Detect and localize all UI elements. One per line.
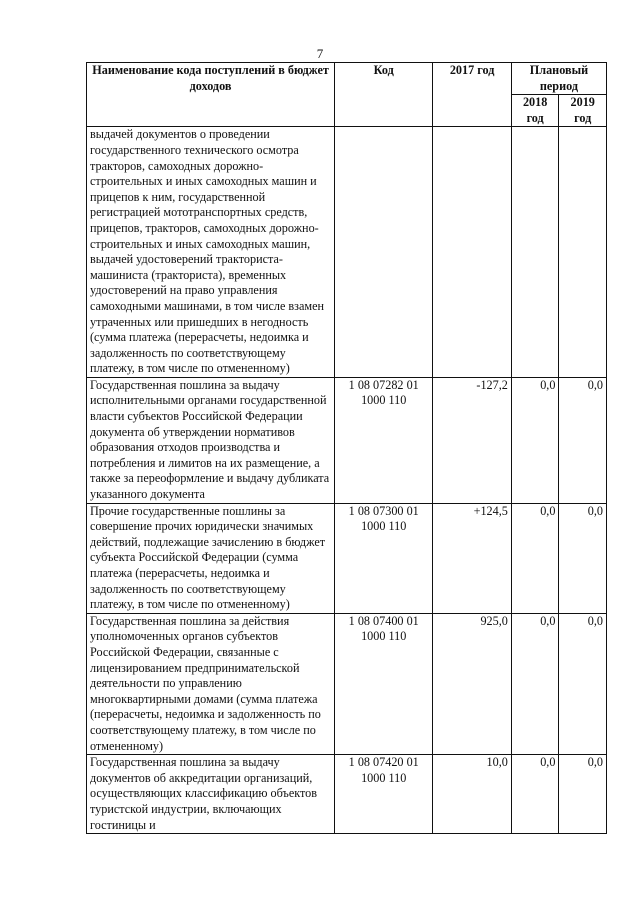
- row-name: Государственная пошлина за выдачу исполнительными органами государственной власти субъектов Российской Федерации документа об утверждении нормативов образования отходов производства и потребления и лимитов на их размещение, а также за переоформление и выдачу дубликата указанного документа: [87, 377, 335, 503]
- row-2018: [511, 127, 559, 378]
- row-code: [335, 127, 433, 378]
- header-2017: 2017 год: [433, 63, 512, 127]
- row-2018: 0,0: [511, 503, 559, 613]
- table-row: [87, 613, 607, 754]
- row-name: выдачей документов о проведении государственного технического осмотра тракторов, самоходных дорожно-строительных и иных самоходных машин и прицепов к ним, государственной регистрацией мототранспортных средств, прицепов, тракторов, самоходных дорожно-строительных и иных самоходных машин, выдачей удостоверений тракториста-машиниста (тракториста), временных удостоверений на право управления самоходными машинами, в том числе взамен утраченных или пришедших в негодность (сумма платежа (перерасчеты, недоимка и задолженность по соответствующему платежу, в том числе по отмененному): [87, 127, 335, 378]
- table-row: [87, 755, 607, 834]
- row-2019: 0,0: [559, 755, 607, 834]
- row-2018: 0,0: [511, 377, 559, 503]
- row-code: 1 08 07282 01 1000 110: [335, 377, 433, 503]
- row-2017: +124,5: [433, 503, 512, 613]
- row-code: 1 08 07420 01 1000 110: [335, 755, 433, 834]
- row-name: Государственная пошлина за выдачу документов об аккредитации организаций, осуществляющих классификацию объектов туристской индустрии, включающих гостиницы и: [87, 755, 335, 834]
- header-plan-period: Плановый период: [511, 63, 606, 95]
- budget-revenue-table: [86, 62, 607, 834]
- row-code: 1 08 07300 01 1000 110: [335, 503, 433, 613]
- table-row: [87, 377, 607, 503]
- header-2018: 2018 год: [511, 95, 559, 127]
- page-number: 7: [316, 46, 324, 61]
- row-2017: 925,0: [433, 613, 512, 754]
- row-2019: 0,0: [559, 377, 607, 503]
- header-code: Код: [335, 63, 433, 127]
- row-2017: 10,0: [433, 755, 512, 834]
- row-2018: 0,0: [511, 613, 559, 754]
- row-2017: [433, 127, 512, 378]
- row-2019: [559, 127, 607, 378]
- table-row: [87, 503, 607, 613]
- header-row: [87, 63, 607, 95]
- row-name: Государственная пошлина за действия уполномоченных органов субъектов Российской Федерации, связанные с лицензированием предпринимательской деятельности по управлению многоквартирными домами (сумма платежа (перерасчеты, недоимка и задолженность по соответствующему платежу, в том числе по отмененному): [87, 613, 335, 754]
- header-2019: 2019 год: [559, 95, 607, 127]
- table-row: [87, 127, 607, 378]
- row-2017: -127,2: [433, 377, 512, 503]
- row-name: Прочие государственные пошлины за совершение прочих юридически значимых действий, подлежащие зачислению в бюджет субъекта Российской Федерации (сумма платежа (перерасчеты, недоимка и задолженность по соответствующему платежу, в том числе по отмененному): [87, 503, 335, 613]
- row-2018: 0,0: [511, 755, 559, 834]
- row-2019: 0,0: [559, 503, 607, 613]
- header-name: Наименование кода поступлений в бюджет доходов: [87, 63, 335, 127]
- row-code: 1 08 07400 01 1000 110: [335, 613, 433, 754]
- row-2019: 0,0: [559, 613, 607, 754]
